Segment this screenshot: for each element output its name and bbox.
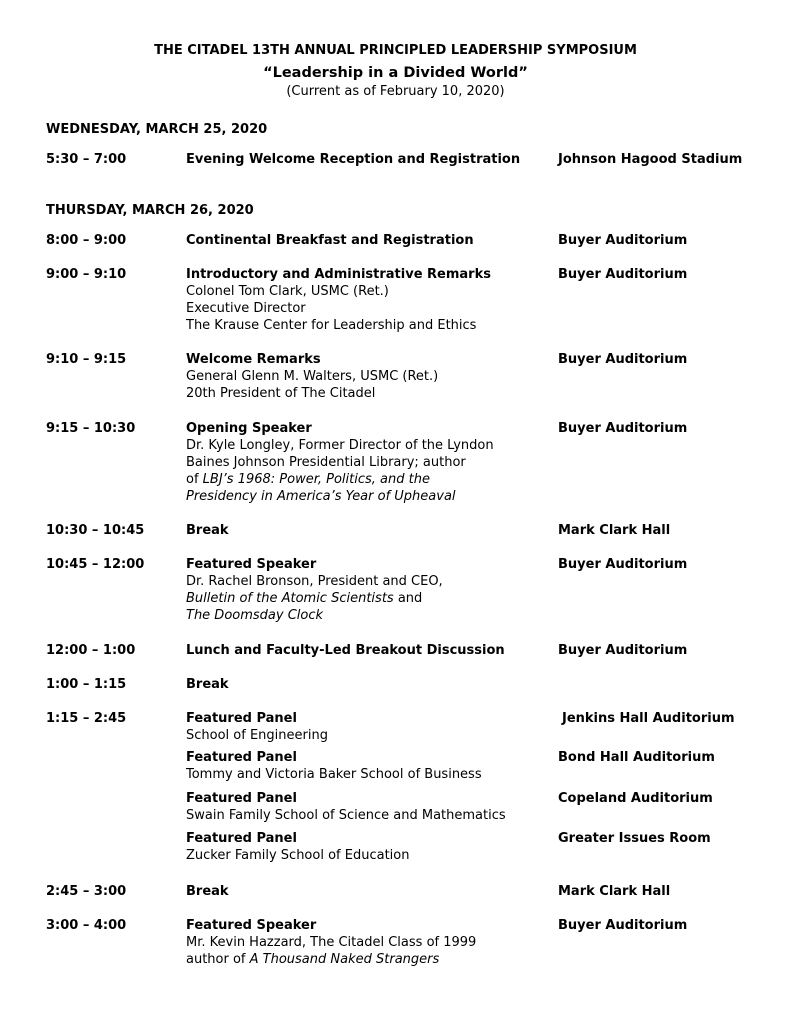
event-location: Buyer Auditorium	[558, 233, 688, 248]
event-title: Featured Speaker	[186, 918, 317, 933]
event-time: 1:15 – 2:45	[46, 711, 127, 726]
event-time: 9:00 – 9:10	[46, 267, 127, 282]
event-description	[186, 266, 546, 334]
event-detail-line: Baines Johnson Presidential Library; author	[186, 455, 466, 470]
event-detail-line: Swain Family School of Science and Mathematics	[186, 808, 506, 823]
event-title: Featured Speaker	[186, 557, 317, 572]
event-description	[186, 917, 546, 968]
book-title: A Thousand Naked Strangers	[249, 952, 440, 967]
event-time: 9:15 – 10:30	[46, 421, 136, 436]
event-time: 2:45 – 3:00	[46, 884, 127, 899]
event-location: Buyer Auditorium	[558, 918, 688, 933]
event-time: 10:45 – 12:00	[46, 557, 145, 572]
event-title: Break	[186, 884, 229, 899]
event-location: Buyer Auditorium	[558, 557, 688, 572]
event-time: 9:10 – 9:15	[46, 352, 127, 367]
book-title: Presidency in America’s Year of Upheaval	[186, 489, 456, 504]
event-title: Evening Welcome Reception and Registration	[186, 152, 521, 167]
event-location: Johnson Hagood Stadium	[558, 152, 743, 167]
event-title: Introductory and Administrative Remarks	[186, 267, 491, 282]
event-title: Break	[186, 523, 229, 538]
detail-text: of	[186, 472, 203, 487]
event-location: Buyer Auditorium	[558, 643, 688, 658]
event-detail-line: General Glenn M. Walters, USMC (Ret.)	[186, 369, 439, 384]
event-time: 12:00 – 1:00	[46, 643, 136, 658]
event-location: Bond Hall Auditorium	[558, 750, 715, 765]
detail-text: author of	[186, 952, 250, 967]
event-description	[186, 883, 546, 900]
event-location: Mark Clark Hall	[558, 884, 671, 899]
event-detail-line	[186, 471, 546, 488]
event-description	[186, 151, 546, 168]
event-detail-line: Executive Director	[186, 301, 306, 316]
event-title: Featured Panel	[186, 750, 297, 765]
event-detail-line	[186, 951, 546, 968]
publication-title: The Doomsday Clock	[186, 608, 324, 623]
event-location: Buyer Auditorium	[558, 267, 688, 282]
event-description	[186, 642, 546, 659]
event-description	[186, 232, 546, 249]
event-description	[186, 556, 546, 624]
event-time: 5:30 – 7:00	[46, 152, 127, 167]
day-heading-wednesday: WEDNESDAY, MARCH 25, 2020	[46, 122, 268, 137]
event-description	[186, 420, 546, 505]
publication-title: Bulletin of the Atomic Scientists	[186, 591, 394, 606]
event-time: 1:00 – 1:15	[46, 677, 127, 692]
event-description	[186, 790, 546, 824]
symposium-theme: “Leadership in a Divided World”	[263, 65, 528, 81]
event-detail-line	[186, 590, 546, 607]
event-title: Continental Breakfast and Registration	[186, 233, 474, 248]
event-title: Opening Speaker	[186, 421, 312, 436]
event-detail-line: 20th President of The Citadel	[186, 386, 376, 401]
document-header	[0, 42, 791, 100]
event-detail-line: Tommy and Victoria Baker School of Business	[186, 767, 482, 782]
event-time: 10:30 – 10:45	[46, 523, 145, 538]
symposium-title: THE CITADEL 13TH ANNUAL PRINCIPLED LEADERSHIP SYMPOSIUM	[154, 43, 637, 58]
event-detail-line: Dr. Kyle Longley, Former Director of the Lyndon	[186, 438, 494, 453]
current-as-of-note: (Current as of February 10, 2020)	[286, 84, 505, 99]
event-description	[186, 351, 546, 402]
day-heading-thursday: THURSDAY, MARCH 26, 2020	[46, 203, 254, 218]
event-detail-line: School of Engineering	[186, 728, 328, 743]
event-title: Lunch and Faculty-Led Breakout Discussion	[186, 643, 505, 658]
event-location: Jenkins Hall Auditorium	[562, 711, 735, 726]
event-title: Break	[186, 677, 229, 692]
event-detail-line: Zucker Family School of Education	[186, 848, 410, 863]
event-time: 8:00 – 9:00	[46, 233, 127, 248]
event-location: Copeland Auditorium	[558, 791, 713, 806]
event-description	[186, 522, 546, 539]
event-title: Featured Panel	[186, 831, 297, 846]
event-title: Featured Panel	[186, 791, 297, 806]
event-detail-line: Colonel Tom Clark, USMC (Ret.)	[186, 284, 389, 299]
event-location: Mark Clark Hall	[558, 523, 671, 538]
event-detail-line: The Krause Center for Leadership and Ethics	[186, 318, 477, 333]
event-location: Buyer Auditorium	[558, 352, 688, 367]
event-time: 3:00 – 4:00	[46, 918, 127, 933]
event-description	[186, 830, 546, 864]
event-description	[186, 676, 546, 693]
event-title: Welcome Remarks	[186, 352, 321, 367]
book-title: LBJ’s 1968: Power, Politics, and the	[202, 472, 430, 487]
event-location: Greater Issues Room	[558, 831, 711, 846]
event-description	[186, 749, 546, 783]
event-description	[186, 710, 546, 744]
detail-text: and	[393, 591, 423, 606]
event-location: Buyer Auditorium	[558, 421, 688, 436]
event-title: Featured Panel	[186, 711, 297, 726]
event-detail-line: Dr. Rachel Bronson, President and CEO,	[186, 574, 443, 589]
event-detail-line: Mr. Kevin Hazzard, The Citadel Class of 1999	[186, 935, 477, 950]
